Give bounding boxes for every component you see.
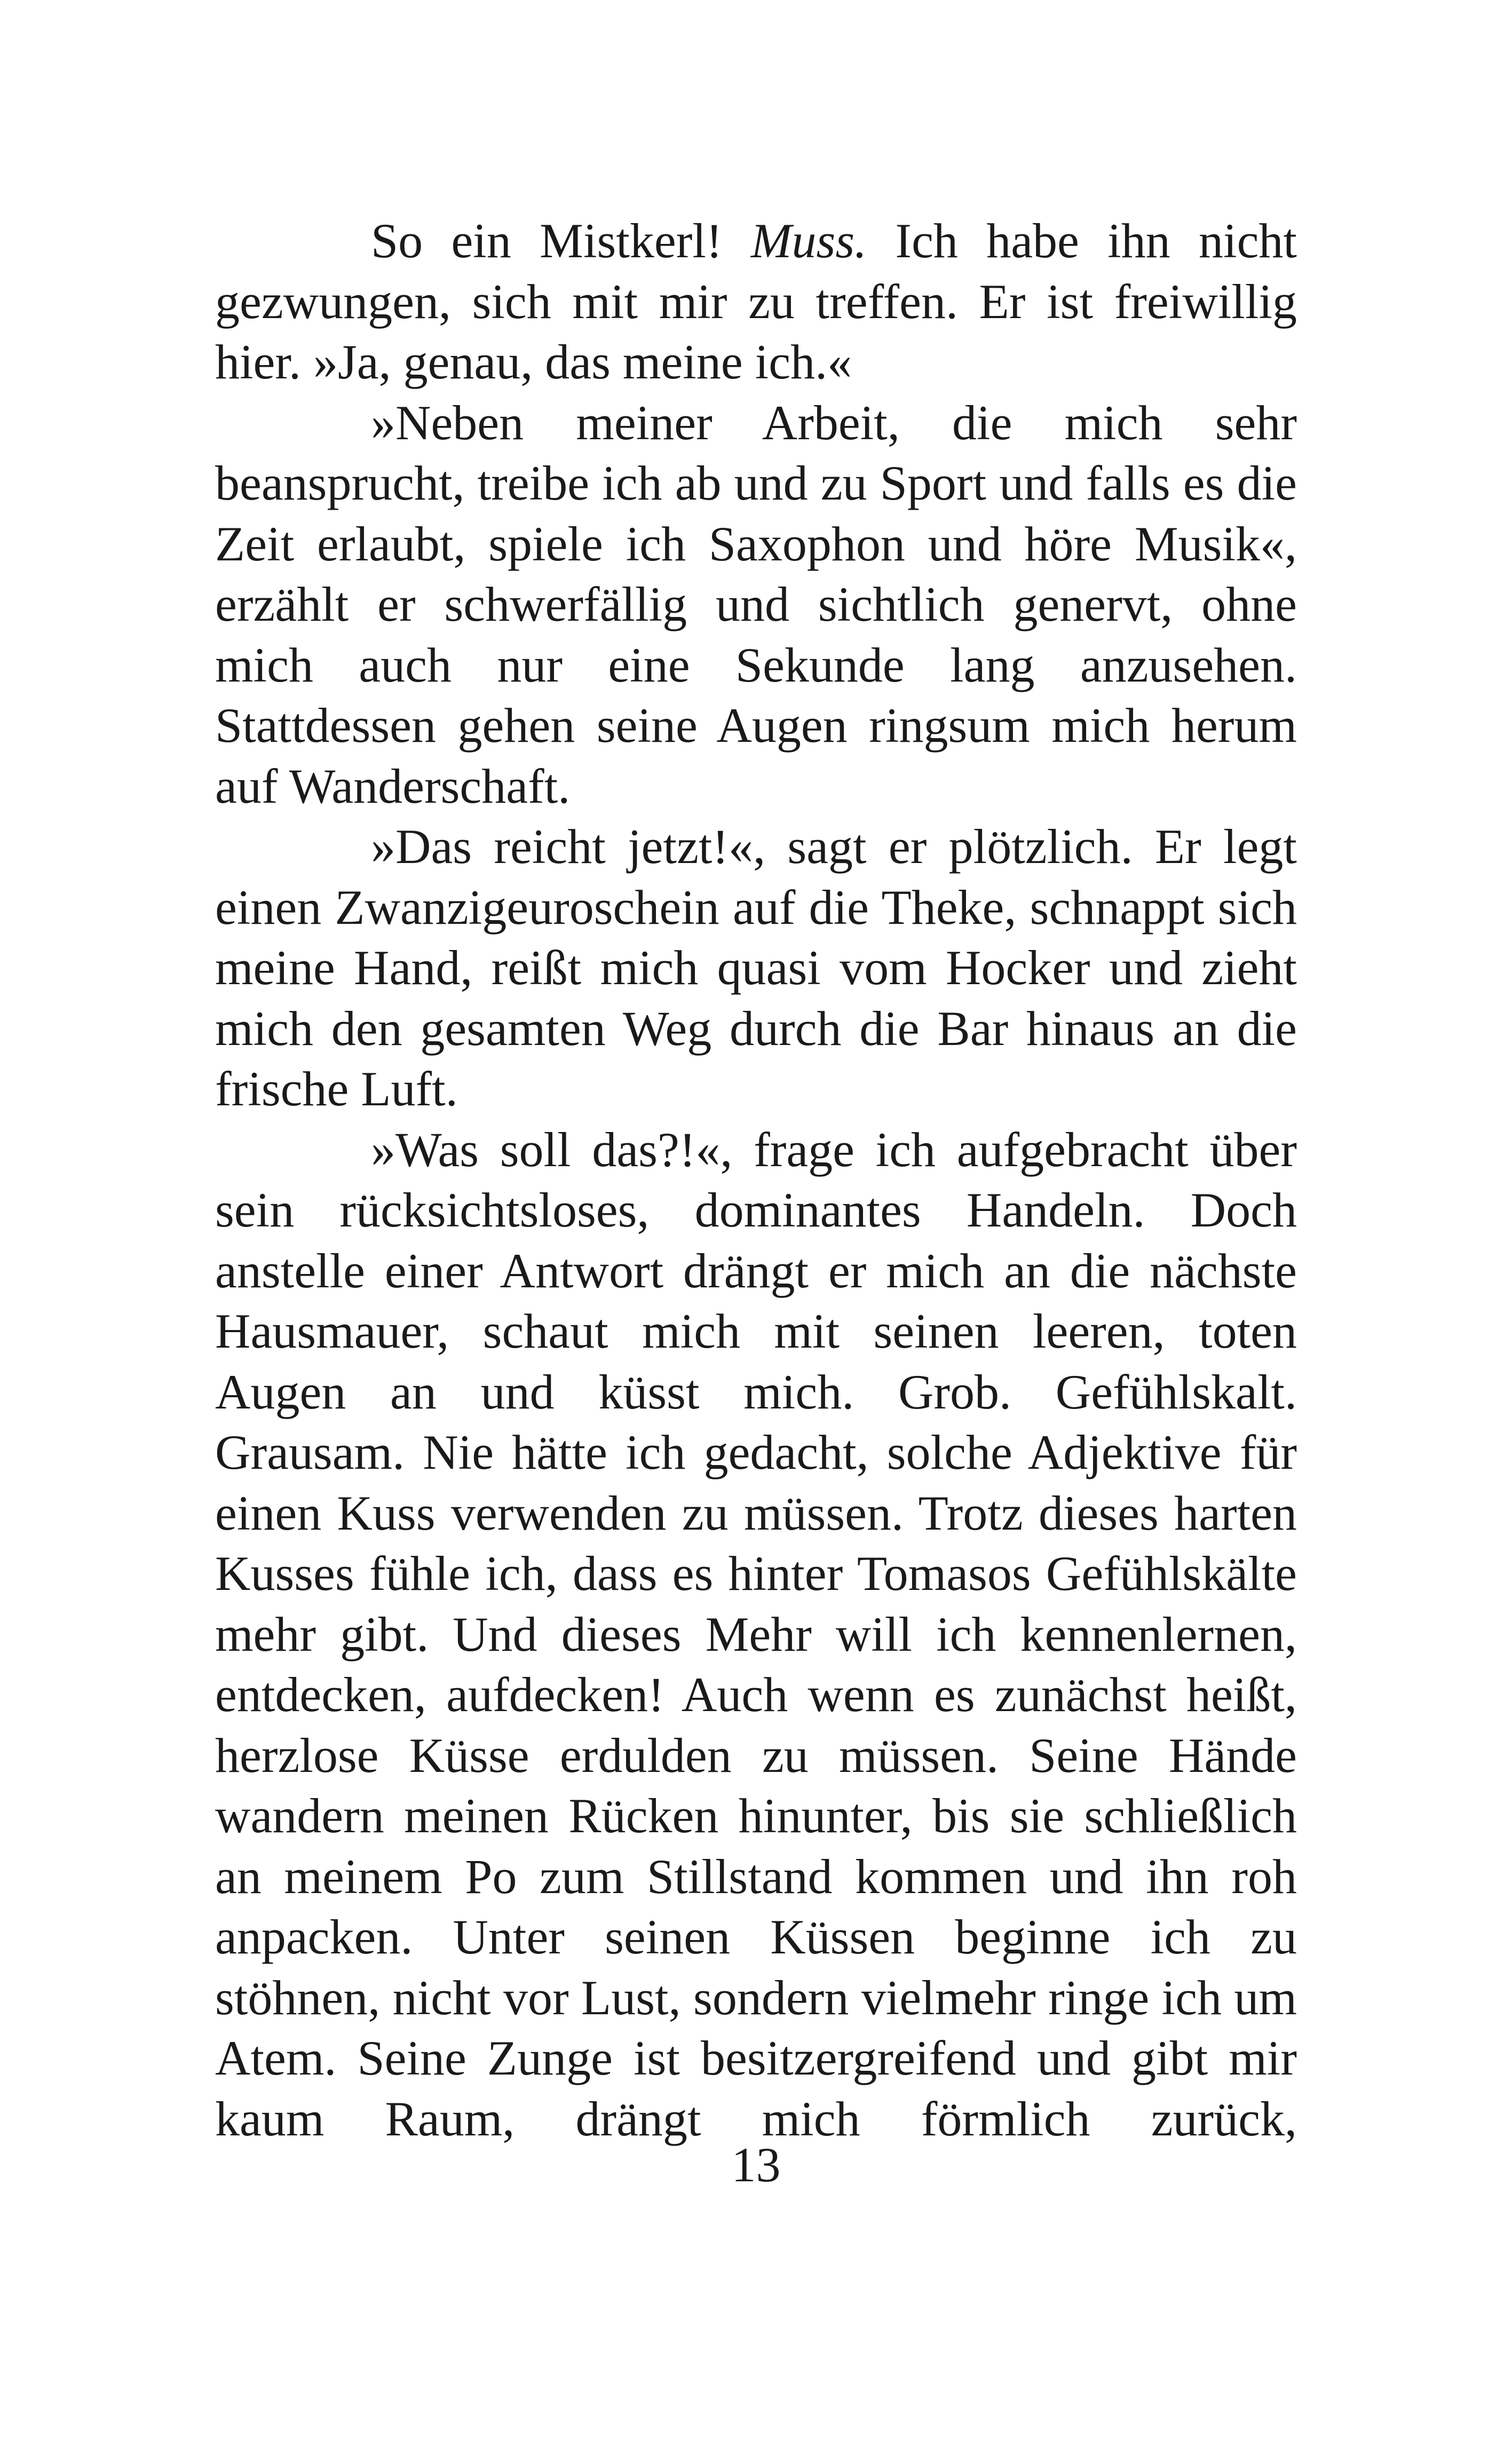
page-number: 13	[731, 2138, 781, 2192]
paragraph-4: »Was soll das?!«, frage ich aufgebracht über sein rücksichtsloses, dominantes Handeln. Doch anstelle einer Antwort drängt er mich an die nächste Hausmauer, schaut mich mit seinen leeren, toten Augen an und küsst mich. Grob. Gefühlskalt. Grausam. Nie hätte ich gedacht, solche Adjektive für einen Kuss verwenden zu müssen. Trotz dieses harten Kusses fühle ich, dass es hinter Tomasos Gefühlskälte mehr gibt. Und dieses Mehr will ich kennenlernen, entdecken, aufdecken! Auch wenn es zunächst heißt, herzlose Küsse erdulden zu müssen. Seine Hände wandern meinen Rücken hinunter, bis sie schließlich an meinem Po zum Stillstand kommen und ihn roh anpacken. Unter seinen Küssen beginne ich zu stöhnen, nicht vor Lust, sondern vielmehr ringe ich um Atem. Seine Zunge ist besitzergreifend und gibt mir kaum Raum, drängt mich förmlich zurück,	[215, 1122, 1297, 2146]
paragraph-3: »Das reicht jetzt!«, sagt er plötzlich. Er legt einen Zwanzigeuroschein auf die Theke, schnappt sich meine Hand, reißt mich quasi vom Hocker und zieht mich den gesamten Weg durch die Bar hinaus an die frische Luft.	[215, 819, 1297, 1116]
body-text	[215, 211, 1297, 2149]
paragraph-2: »Neben meiner Arbeit, die mich sehr beansprucht, treibe ich ab und zu Sport und falls es die Zeit erlaubt, spiele ich Saxophon und höre Musik«, erzählt er schwerfällig und sichtlich genervt, ohne mich auch nur eine Sekunde lang anzusehen. Stattdessen gehen seine Augen ringsum mich herum auf Wanderschaft.	[215, 395, 1297, 813]
paragraph-1-text-start: So ein Mistkerl!	[371, 213, 751, 268]
emphasized-word: Muss.	[750, 213, 867, 268]
paragraph-1-text-end: Ich habe ihn nicht gezwungen, sich mit mir zu treffen. Er ist freiwillig hier. »Ja, genau, das meine ich.«	[215, 213, 1297, 389]
paragraph-1	[215, 211, 1297, 393]
